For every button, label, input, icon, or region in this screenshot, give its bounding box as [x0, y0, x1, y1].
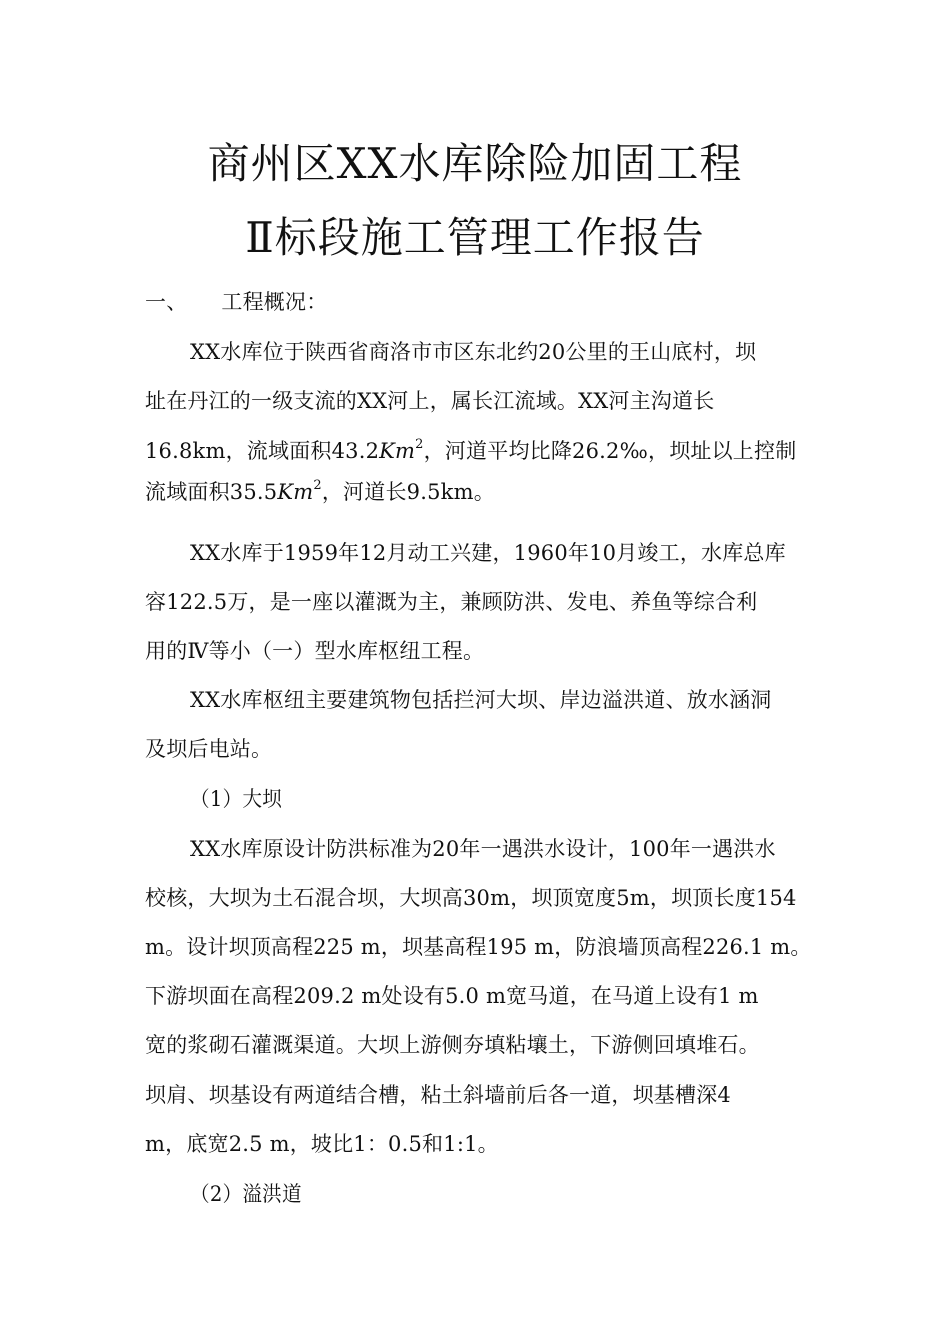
- document-title-line1: 商州区XX水库除险加固工程: [207, 139, 743, 188]
- area-unit: Km: [277, 480, 314, 504]
- document-title-line2: Ⅱ标段施工管理工作报告: [245, 213, 705, 262]
- para3-line2: 及坝后电站。: [145, 737, 273, 761]
- area-unit-exponent: 2: [415, 437, 424, 452]
- area-unit: Km: [379, 439, 416, 463]
- section-heading: [145, 287, 810, 317]
- para1-line3-b: ，河道平均比降26.2‰，坝址以上控制: [423, 439, 797, 463]
- para1-line4: [145, 477, 810, 507]
- para1-line2: 址在丹江的一级支流的XX河上，属长江流域。XX河主沟道长: [145, 389, 715, 413]
- section-title: 工程概况：: [221, 290, 328, 314]
- para4-line2: 校核，大坝为土石混合坝，大坝高30m，坝顶宽度5m，坝顶长度154: [145, 886, 797, 910]
- para1-line3: [145, 436, 810, 466]
- para1-line1: XX水库位于陕西省商洛市市区东北约20公里的王山底村，坝: [190, 340, 757, 364]
- para1-line3-a: 16.8km，流域面积43.2: [145, 439, 380, 463]
- para1-line4-a: 流域面积35.5: [145, 480, 278, 504]
- para3-line1: XX水库枢纽主要建筑物包括拦河大坝、岸边溢洪道、放水涵洞: [190, 688, 772, 712]
- area-unit-exponent: 2: [313, 478, 322, 493]
- subheading-spillway: （2）溢洪道: [190, 1182, 302, 1206]
- para4-line1: XX水库原设计防洪标准为20年一遇洪水设计，100年一遇洪水: [190, 837, 776, 861]
- para2-line3: 用的Ⅳ等小（一）型水库枢纽工程。: [145, 639, 485, 663]
- section-number: 一、: [145, 290, 188, 314]
- para2-line1: XX水库于1959年12月动工兴建，1960年10月竣工，水库总库: [190, 541, 786, 565]
- para2-line2: 容122.5万，是一座以灌溉为主，兼顾防洪、发电、养鱼等综合利: [145, 590, 758, 614]
- subheading-dam: （1）大坝: [190, 787, 283, 811]
- para4-line5: 宽的浆砌石灌溉渠道。大坝上游侧夯填粘壤土，下游侧回填堆石。: [145, 1033, 760, 1057]
- para1-line4-b: ，河道长9.5km。: [321, 480, 495, 504]
- para4-line7: m，底宽2.5 m，坡比1：0.5和1:1。: [145, 1132, 499, 1156]
- para4-line3: m。设计坝顶高程225 m，坝基高程195 m，防浪墙顶高程226.1 m。: [145, 935, 812, 959]
- para4-line6: 坝肩、坝基设有两道结合槽，粘土斜墙前后各一道，坝基槽深4: [145, 1083, 731, 1107]
- para4-line4: 下游坝面在高程209.2 m处设有5.0 m宽马道，在马道上设有1 m: [145, 984, 759, 1008]
